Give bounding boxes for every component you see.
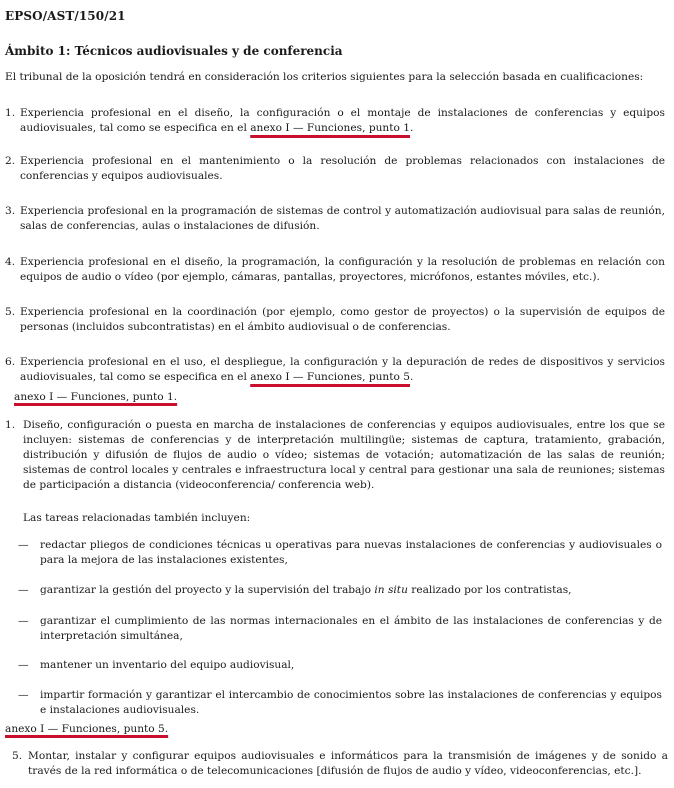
task-text: impartir formación y garantizar el intercambio de conocimientos sobre las instalaciones de conferencias y equipos e instalaciones audiovisuales. bbox=[40, 689, 662, 716]
dash-bullet: — bbox=[18, 539, 29, 551]
annex-link[interactable]: anexo I — Funciones, punto 1 bbox=[250, 122, 410, 134]
dash-bullet: — bbox=[18, 689, 29, 701]
task-text: garantizar el cumplimiento de las normas internacionales en el ámbito de las instalaciones de conferencias y de interpretación simultánea, bbox=[40, 615, 662, 642]
annex-link[interactable]: anexo I — Funciones, punto 5 bbox=[250, 371, 410, 383]
intro-paragraph: El tribunal de la oposición tendrá en consideración los criterios siguientes para la selección basada en cualificaciones: bbox=[5, 71, 644, 83]
criterion-text: Experiencia profesional en el diseño, la configuración o el montaje de instalaciones de conferencias y equipos audiovisuales, tal como se especifica en el anexo I — Funciones, punto 1. bbox=[20, 107, 665, 134]
criterion-text: Experiencia profesional en la coordinación (por ejemplo, como gestor de proyectos) o la supervisión de equipos de personas (incluidos subcontratistas) en el ámbito audiovisual o de conferencias. bbox=[20, 306, 665, 333]
annex-1-heading: anexo I — Funciones, punto 1. bbox=[14, 391, 178, 403]
criterion-number: 4. bbox=[5, 256, 16, 268]
criterion-number: 2. bbox=[5, 155, 16, 167]
dash-bullet: — bbox=[18, 584, 29, 596]
funcion-text: Montar, instalar y configurar equipos audiovisuales e informáticos para la transmisión de imágenes y de sonido a través de la red informática o de telecomunicaciones [difusión de flujos de audio y vídeo, videoconferencias, etc.]. bbox=[28, 750, 668, 777]
criterion-number: 3. bbox=[5, 205, 16, 217]
reference-code: EPSO/AST/150/21 bbox=[5, 9, 126, 23]
annex-5-heading: anexo I — Funciones, punto 5. bbox=[5, 723, 169, 735]
section-heading: Ámbito 1: Técnicos audiovisuales y de conferencia bbox=[5, 44, 343, 58]
funcion-text: Diseño, configuración o puesta en marcha de instalaciones de conferencias y equipos audiovisuales, entre los que se incluyen: sistemas de conferencias y de interpretación multilingüe; sistemas de captura, tratamiento, grabación, distribución y difusión de flujos de audio o vídeo; sistemas de votación; automatización de las salas de reunión; sistemas de control locales y centrales e infraestructura local y central para gestionar una sala de reuniones; sistemas de participación a distancia (videoconferencia/ conferencia web). bbox=[23, 419, 665, 491]
criterion-number: 1. bbox=[5, 107, 16, 119]
tasks-intro: Las tareas relacionadas también incluyen: bbox=[23, 512, 251, 524]
dash-bullet: — bbox=[18, 615, 29, 627]
criterion-number: 5. bbox=[5, 306, 16, 318]
task-text: redactar pliegos de condiciones técnicas u operativas para nuevas instalaciones de conferencias y audiovisuales o para la mejora de las instalaciones existentes, bbox=[40, 539, 662, 566]
dash-bullet: — bbox=[18, 659, 29, 671]
criterion-text: Experiencia profesional en el mantenimiento o la resolución de problemas relacionados con instalaciones de conferencias y equipos audiovisuales. bbox=[20, 155, 665, 182]
funcion-number: 5. bbox=[12, 750, 23, 762]
criterion-text: Experiencia profesional en el diseño, la programación, la configuración y la resolución de problemas en relación con equipos de audio o vídeo (por ejemplo, cámaras, pantallas, proyectores, micrófonos, estantes móviles, etc.). bbox=[20, 256, 665, 283]
task-text: mantener un inventario del equipo audiovisual, bbox=[40, 659, 295, 671]
criterion-text: Experiencia profesional en el uso, el despliegue, la configuración y la depuración de redes de dispositivos y servicios audiovisuales, tal como se especifica en el anexo I — Funciones, punto 5. bbox=[20, 356, 665, 383]
criterion-text: Experiencia profesional en la programación de sistemas de control y automatización audiovisual para salas de reunión, salas de conferencias, aulas o instalaciones de difusión. bbox=[20, 205, 665, 232]
task-text: garantizar la gestión del proyecto y la supervisión del trabajo in situ realizado por los contratistas, bbox=[40, 584, 572, 596]
criterion-number: 6. bbox=[5, 356, 16, 368]
funcion-number: 1. bbox=[5, 419, 16, 431]
